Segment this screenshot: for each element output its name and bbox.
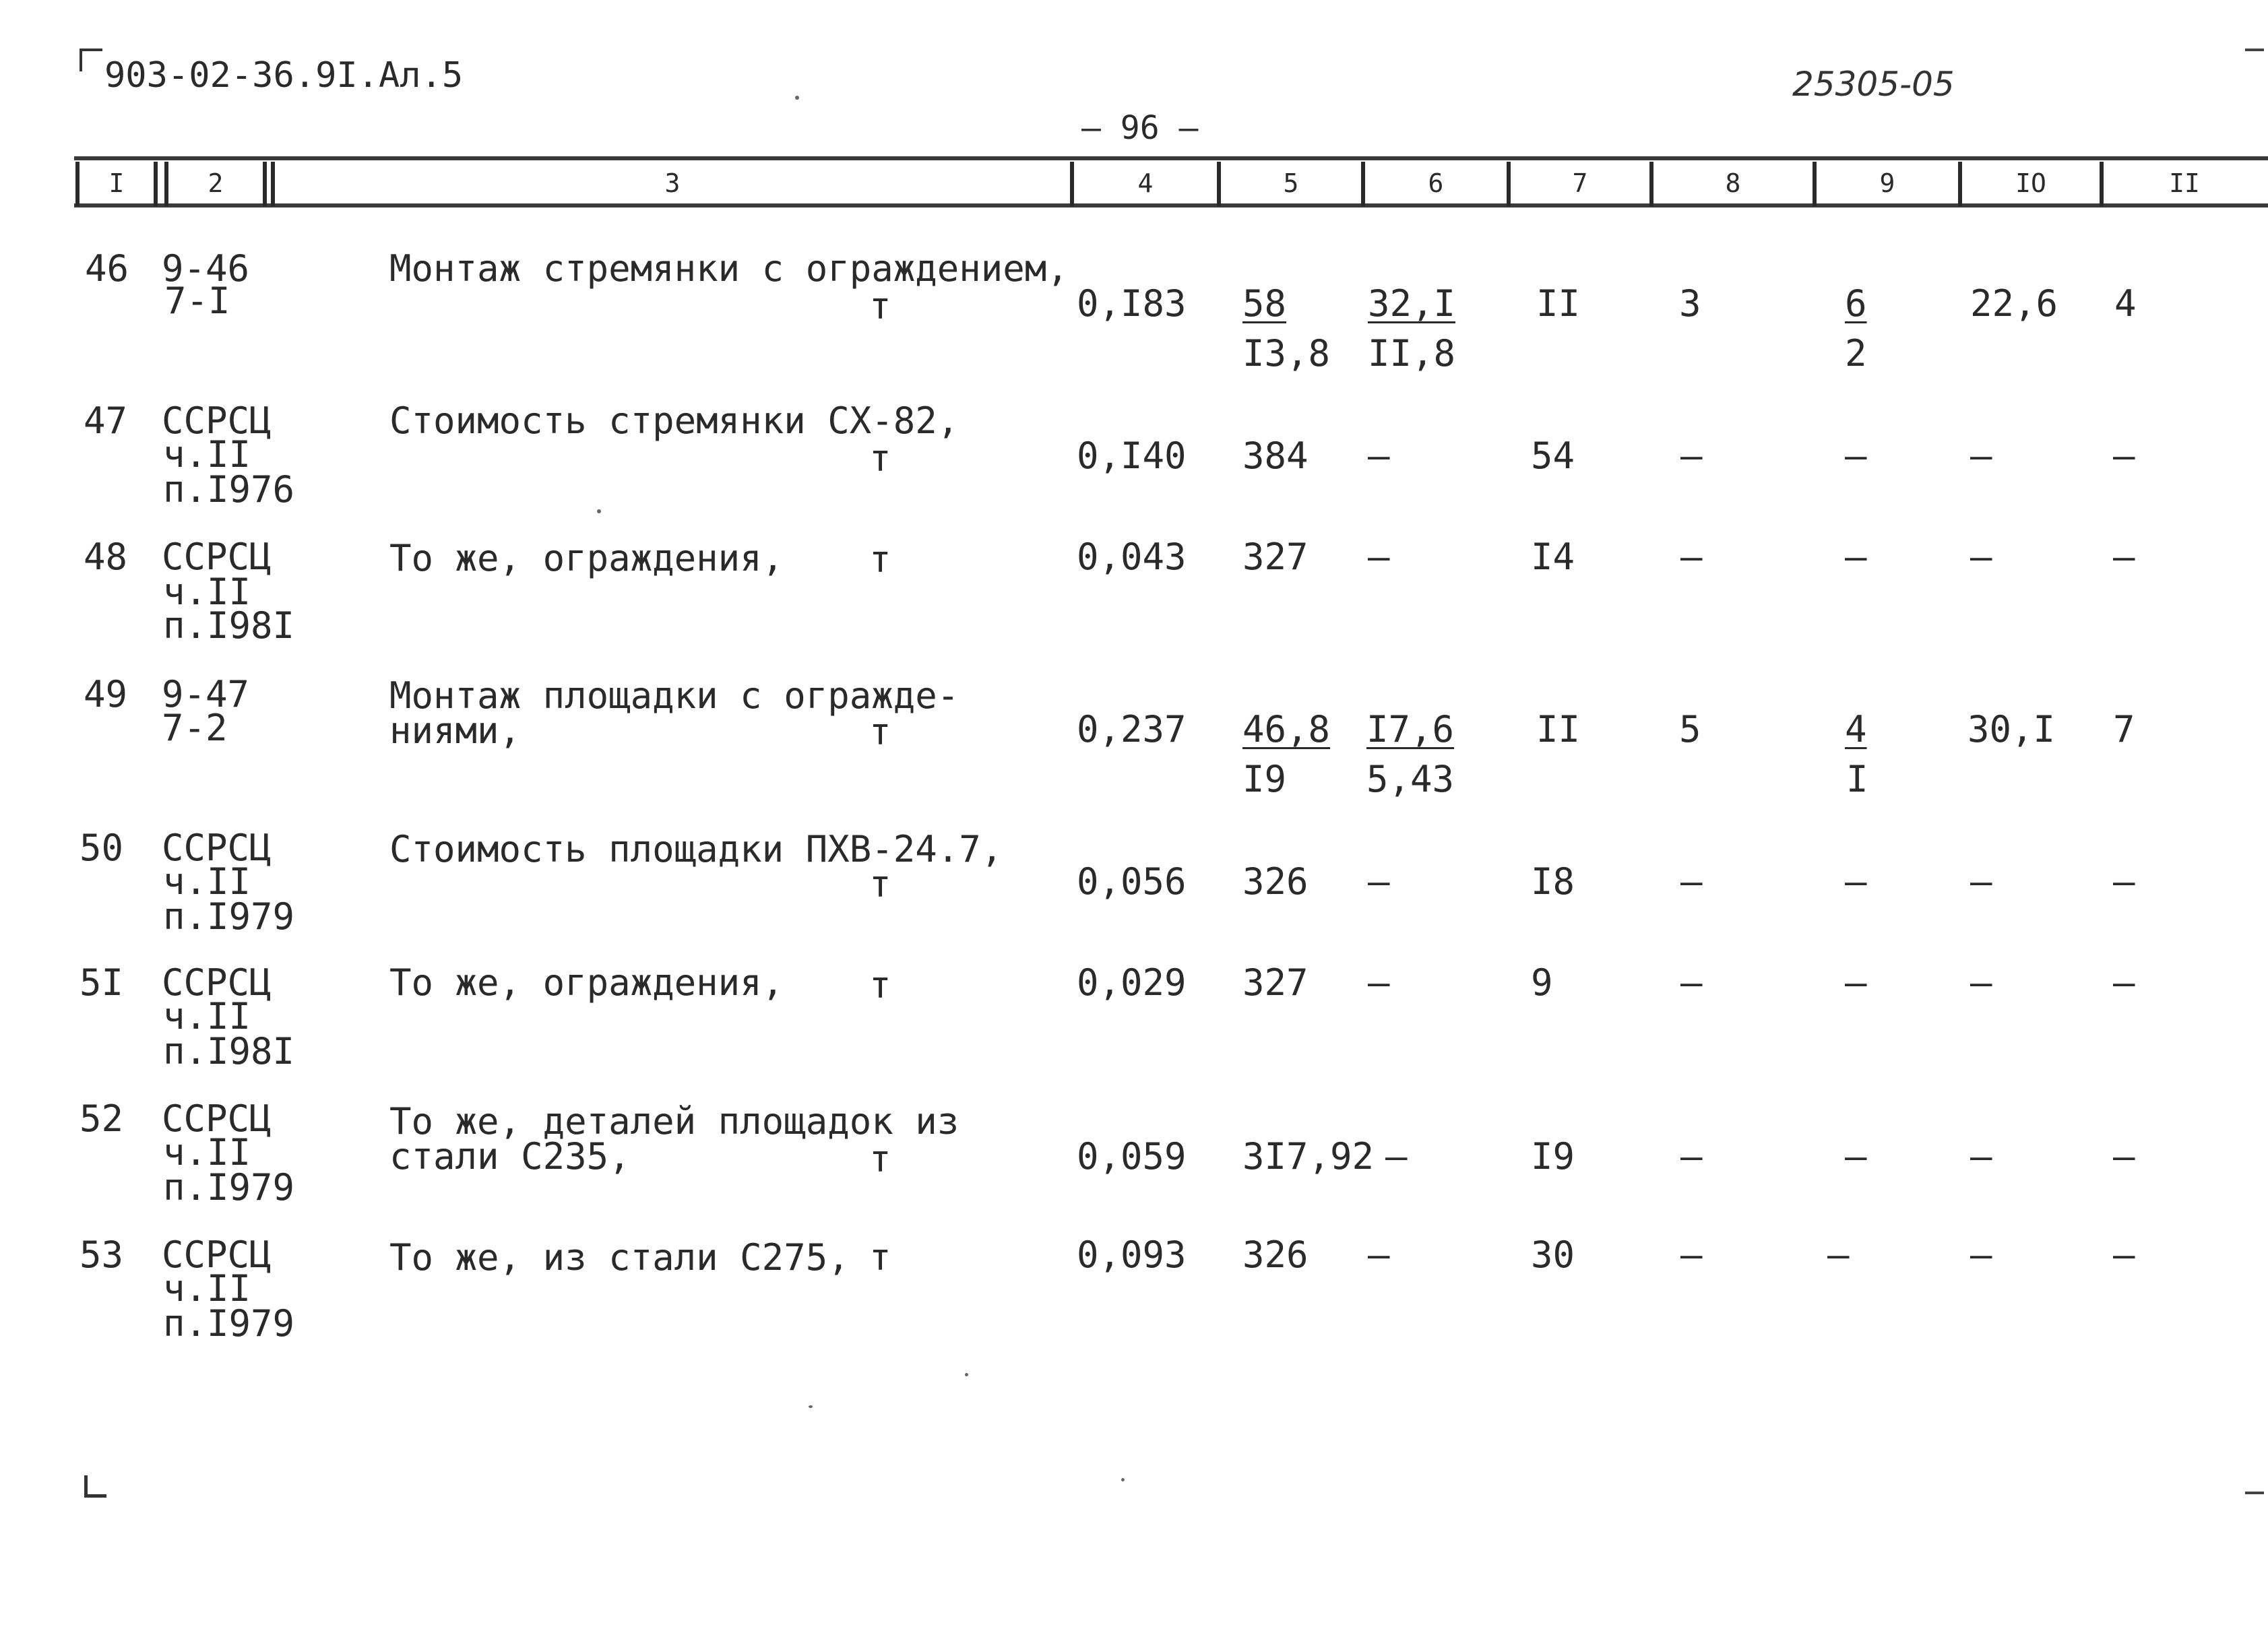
row-code-line: ССРСЦ	[162, 536, 272, 578]
scan-speck	[1121, 1478, 1125, 1481]
row-col7: II	[1536, 708, 1581, 750]
row-quantity: 0,237	[1077, 708, 1187, 750]
row-col5: 326	[1242, 1234, 1309, 1276]
row-col8: –	[1680, 860, 1703, 903]
corner-mark-top-left	[80, 49, 102, 71]
row-quantity: 0,093	[1077, 1234, 1187, 1276]
edge-dash-mark	[2245, 49, 2264, 51]
row-col6-bottom: 5,43	[1366, 758, 1455, 800]
row-col5: 384	[1242, 435, 1309, 477]
row-code-line: 7-2	[162, 707, 228, 749]
row-code-line: ч.II	[163, 995, 251, 1037]
row-col8: –	[1680, 435, 1703, 477]
row-col6: –	[1385, 1135, 1408, 1178]
row-col10: 30,I	[1967, 708, 2056, 750]
column-header-7: 7	[1572, 168, 1588, 198]
row-unit: т	[869, 863, 891, 905]
row-col7: 9	[1531, 961, 1553, 1004]
row-code-line: п.I979	[163, 1302, 295, 1345]
row-quantity: 0,029	[1077, 961, 1187, 1004]
row-col10: 22,6	[1970, 282, 2058, 325]
row-col11: –	[2113, 536, 2135, 578]
column-header-11: II	[2169, 168, 2200, 198]
row-col6: –	[1368, 860, 1390, 903]
row-number: 48	[84, 536, 128, 578]
document-code: 903-02-36.9I.Ал.5	[104, 55, 464, 96]
row-code-line: ч.II	[163, 571, 251, 613]
row-code-line: 7-I	[164, 280, 230, 322]
column-header-3: 3	[664, 168, 681, 198]
row-number: 5I	[80, 961, 124, 1004]
row-description-line: То же, ограждения,	[389, 537, 784, 579]
scan-speck	[597, 509, 601, 513]
row-number: 46	[85, 247, 129, 290]
row-quantity: 0,043	[1077, 536, 1187, 578]
row-col11: –	[2113, 860, 2135, 903]
handwritten-stamp: 25305-05	[1792, 65, 1955, 104]
row-description-line: То же, деталей площадок из	[389, 1100, 959, 1143]
column-header-4: 4	[1137, 168, 1154, 198]
row-code-line: п.I979	[163, 1166, 295, 1209]
row-col7: I8	[1531, 860, 1575, 903]
row-col9-top: 6	[1845, 282, 1867, 325]
row-unit: т	[869, 285, 891, 327]
row-description-line: То же, из стали С275,	[389, 1236, 850, 1279]
scan-speck	[809, 1405, 813, 1408]
row-description-line: Монтаж площадки с огражде-	[389, 674, 959, 717]
header-separator	[263, 162, 267, 206]
row-col7: I9	[1531, 1135, 1575, 1178]
row-description-line: стали С235,	[389, 1135, 631, 1178]
row-code-line: ч.II	[163, 860, 251, 903]
row-col8: –	[1680, 536, 1703, 578]
row-col10: –	[1970, 961, 1992, 1004]
row-code-line: п.I98I	[163, 1030, 295, 1073]
row-description-line: Стоимость площадки ПХВ-24.7,	[389, 828, 1003, 870]
row-col10: –	[1970, 1234, 1992, 1276]
row-number: 53	[80, 1234, 124, 1276]
row-code-line: ССРСЦ	[162, 961, 272, 1004]
row-quantity: 0,I40	[1077, 435, 1187, 477]
column-header-9: 9	[1879, 168, 1895, 198]
row-col9: –	[1845, 860, 1867, 903]
row-col5: 326	[1242, 860, 1309, 903]
row-code-line: ч.II	[163, 433, 251, 476]
row-col5-bottom: I3,8	[1242, 332, 1331, 375]
row-col8: 3	[1679, 282, 1701, 325]
row-col9: –	[1845, 1135, 1867, 1178]
column-header-10: IO	[2015, 168, 2046, 198]
row-col7: 54	[1531, 435, 1575, 477]
row-col10: –	[1970, 1135, 1992, 1178]
row-col9: –	[1845, 961, 1867, 1004]
row-col6-top: 32,I	[1368, 282, 1456, 325]
row-col5: 327	[1242, 536, 1309, 578]
row-col5-top: 58	[1242, 282, 1287, 325]
row-col9: –	[1845, 435, 1867, 477]
row-col9-bottom: 2	[1845, 332, 1867, 375]
row-number: 52	[80, 1097, 124, 1140]
row-col11: –	[2113, 1234, 2135, 1276]
row-col8: –	[1680, 1135, 1703, 1178]
edge-dash-mark	[2245, 1492, 2264, 1494]
row-col10: –	[1970, 860, 1992, 903]
column-header-8: 8	[1725, 168, 1741, 198]
row-col11: –	[2113, 961, 2135, 1004]
column-header-1: I	[108, 168, 125, 198]
row-unit: т	[869, 964, 891, 1006]
row-code-line: ч.II	[163, 1267, 251, 1310]
row-col10: –	[1970, 435, 1992, 477]
row-col10: –	[1970, 536, 1992, 578]
row-code-line: ССРСЦ	[162, 827, 272, 869]
row-unit: т	[869, 711, 891, 753]
row-number: 47	[84, 399, 128, 442]
page-number: — 96 —	[1081, 109, 1199, 147]
row-col8: –	[1680, 1234, 1703, 1276]
row-col5-bottom: I9	[1242, 758, 1287, 800]
scan-speck	[965, 1373, 968, 1376]
row-quantity: 0,059	[1077, 1135, 1187, 1178]
row-number: 49	[84, 673, 128, 715]
row-col9: –	[1827, 1234, 1850, 1276]
row-col9-top: 4	[1845, 708, 1867, 750]
scan-speck	[795, 96, 799, 100]
row-number: 50	[80, 827, 124, 869]
row-col11: –	[2113, 1135, 2135, 1178]
column-header-5: 5	[1283, 168, 1299, 198]
row-col11: –	[2113, 435, 2135, 477]
row-unit: т	[869, 1236, 891, 1279]
row-code-line: ССРСЦ	[162, 1097, 272, 1140]
column-header-2: 2	[208, 168, 224, 198]
header-top-rule	[74, 156, 2268, 160]
row-col5: 3I7,92	[1242, 1135, 1375, 1178]
row-col7: II	[1536, 282, 1581, 325]
row-quantity: 0,I83	[1077, 282, 1187, 325]
row-code-line: 9-47	[162, 673, 250, 715]
row-col6: –	[1368, 536, 1390, 578]
column-header-6: 6	[1428, 168, 1444, 198]
row-code-line: ч.II	[163, 1131, 251, 1174]
corner-mark-bottom-left	[84, 1475, 106, 1498]
row-code-line: п.I979	[163, 895, 295, 938]
row-col6-bottom: II,8	[1368, 332, 1456, 375]
row-col7: 30	[1531, 1234, 1575, 1276]
row-code-line: п.I976	[163, 468, 295, 511]
row-col6-top: I7,6	[1366, 708, 1455, 750]
row-col6: –	[1368, 435, 1390, 477]
row-description-line: ниями,	[389, 709, 522, 752]
row-code-line: ССРСЦ	[162, 1234, 272, 1276]
row-description-line: То же, ограждения,	[389, 961, 784, 1004]
header-bottom-rule	[74, 203, 2268, 207]
row-description-line: Монтаж стремянки с ограждением,	[389, 247, 1069, 290]
row-quantity: 0,056	[1077, 860, 1187, 903]
row-unit: т	[869, 1138, 891, 1180]
row-unit: т	[869, 538, 891, 581]
row-col8: –	[1680, 961, 1703, 1004]
row-description-line: Стоимость стремянки СХ-82,	[389, 399, 959, 442]
row-code-line: 9-46	[162, 247, 250, 290]
row-col6: –	[1368, 1234, 1390, 1276]
row-col6: –	[1368, 961, 1390, 1004]
row-col8: 5	[1679, 708, 1701, 750]
row-col5: 327	[1242, 961, 1309, 1004]
row-col7: I4	[1531, 536, 1575, 578]
row-code-line: ССРСЦ	[162, 399, 272, 442]
row-code-line: п.I98I	[163, 604, 295, 647]
row-col11: 7	[2113, 708, 2135, 750]
row-col9-bottom: I	[1846, 758, 1868, 800]
row-unit: т	[869, 437, 891, 480]
row-col9: –	[1845, 536, 1867, 578]
row-col5-top: 46,8	[1242, 708, 1331, 750]
header-separator	[154, 162, 158, 206]
row-col11: 4	[2114, 282, 2137, 325]
